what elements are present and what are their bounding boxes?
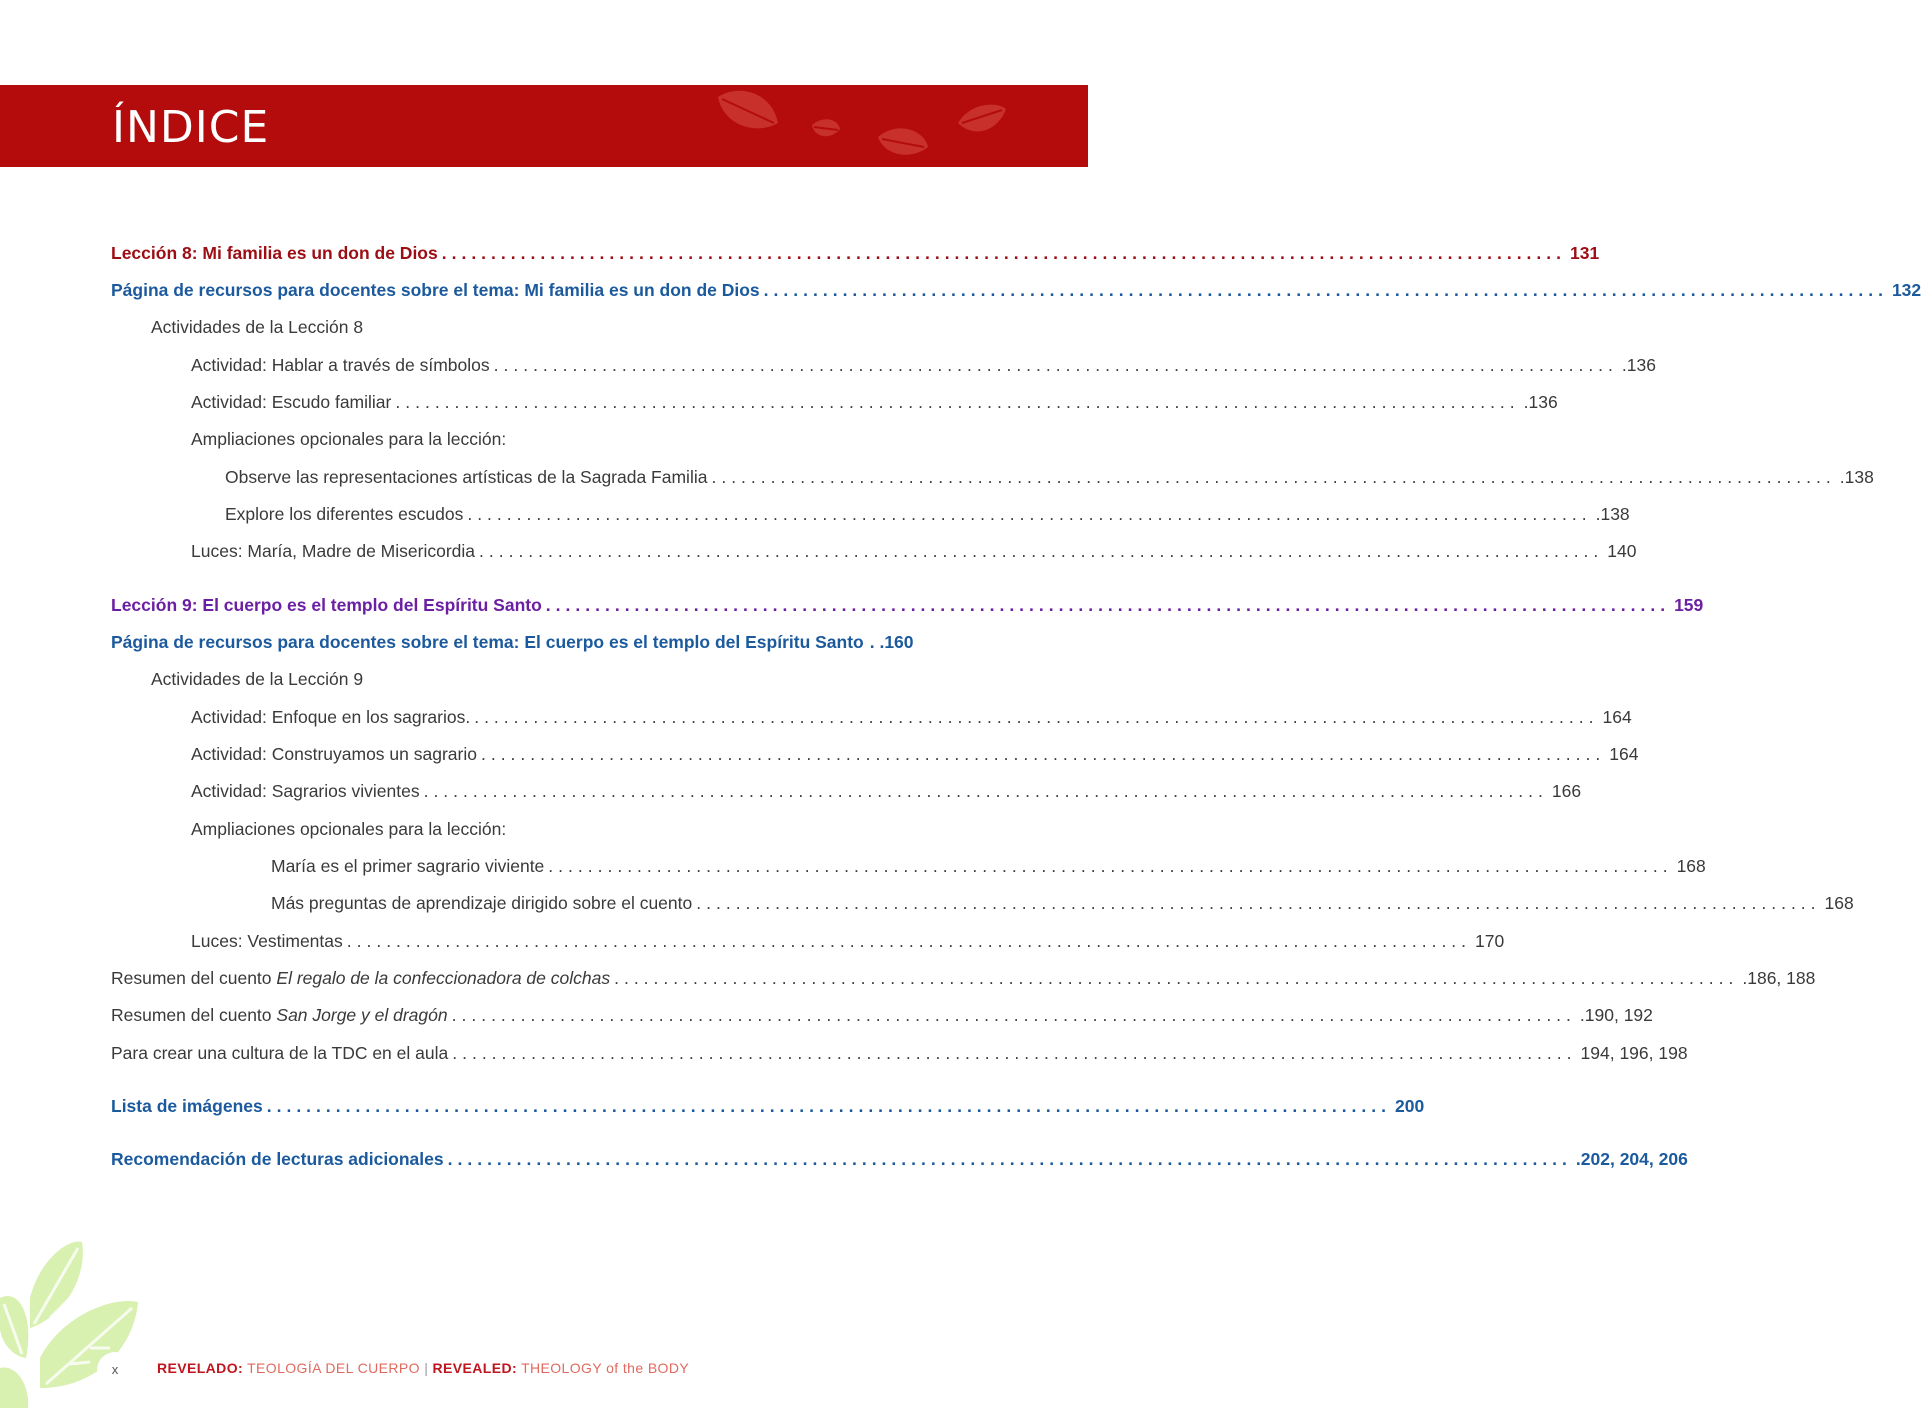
toc-section-heading: Actividades de la Lección 9 (151, 669, 364, 689)
toc-entry-title: Actividad: Escudo familiar (191, 392, 392, 412)
toc-entry-title: Actividad: Enfoque en los sagrarios. (191, 707, 471, 727)
toc-entry-title: Observe las representaciones artísticas de la Sagrada Familia (225, 467, 708, 487)
toc-entry-luces[interactable]: Luces: Vestimentas .................................................................................................................. 170 (191, 931, 1505, 951)
footer-brand-es: TEOLOGÍA DEL CUERPO (243, 1360, 425, 1376)
story-title: El regalo de la confeccionadora de colchas (276, 968, 611, 988)
toc-entry-page: 166 (1551, 781, 1582, 801)
toc-entry-activity[interactable]: Actividad: Sagrarios vivientes .................................................................................................................. 166 (191, 781, 1582, 801)
toc-entry-page: 159 (1674, 595, 1704, 615)
toc-entry-optional[interactable]: Más preguntas de aprendizaje dirigido sobre el cuento .................................................................................................................. 168 (271, 893, 1854, 913)
footer-separator: | (424, 1360, 429, 1376)
toc-entry-title: Actividad: Sagrarios vivientes (191, 781, 420, 801)
toc-entry-title: Actividad: Hablar a través de símbolos (191, 355, 490, 375)
story-title: San Jorge y el dragón (276, 1005, 448, 1025)
toc-entry-title: Más preguntas de aprendizaje dirigido sobre el cuento (271, 893, 693, 913)
toc-entry-page: 168 (1824, 893, 1854, 913)
toc-entry-activity[interactable]: Actividad: Construyamos un sagrario .................................................................................................................. 164 (191, 744, 1639, 764)
toc-entry-optional[interactable]: Explore los diferentes escudos .................................................................................................................. .138 (225, 504, 1630, 524)
leaf-icon (878, 128, 928, 154)
toc-entry-title: Resumen del cuento (111, 968, 277, 988)
toc-entry-title: Página de recursos para docentes sobre el tema: Mi familia es un don de Dios (111, 280, 760, 300)
toc-entry-image-list[interactable]: Lista de imágenes .................................................................................................................. 200 (111, 1096, 1425, 1116)
toc-entry-optional[interactable]: Observe las representaciones artísticas de la Sagrada Familia .................................................................................................................. .138 (225, 467, 1874, 487)
toc-entry-title: Lección 8: Mi familia es un don de Dios (111, 243, 438, 263)
toc-entry-title: Para crear una cultura de la TDC en el aula (111, 1043, 449, 1063)
toc-entry-activity[interactable]: Actividad: Escudo familiar .................................................................................................................. .136 (191, 392, 1558, 412)
toc-entry-title: Lista de imágenes (111, 1096, 263, 1116)
leaf-icon (958, 105, 1006, 132)
page-title: ÍNDICE (112, 102, 270, 153)
toc-entry-culture[interactable]: Para crear una cultura de la TDC en el aula .................................................................................................................. 194, 196, 198 (111, 1043, 1688, 1063)
toc-section-heading: Actividades de la Lección 8 (151, 317, 364, 337)
toc-entry-page: 200 (1395, 1096, 1425, 1116)
toc-entry-page: 194, 196, 198 (1580, 1043, 1688, 1063)
toc-entry-story-summary[interactable]: Resumen del cuento El regalo de la confeccionadora de colchas .................................................................................................................. .186, 188 (111, 968, 1816, 988)
toc-entry-title: Lección 9: El cuerpo es el templo del Espíritu Santo (111, 595, 542, 615)
toc-entry-additional-reading[interactable]: Recomendación de lecturas adicionales .................................................................................................................. .202, 204, 206 (111, 1149, 1688, 1169)
toc-entry-page: 131 (1570, 243, 1600, 263)
toc-entry-story-summary[interactable]: Resumen del cuento San Jorge y el dragón .................................................................................................................. .190, 192 (111, 1005, 1653, 1025)
toc-entry-title: Luces: Vestimentas (191, 931, 343, 951)
toc-entry-page: .136 (1523, 392, 1558, 412)
toc-entry-page: 164 (1602, 707, 1632, 727)
toc-entry-lesson-8-resources[interactable]: Página de recursos para docentes sobre el tema: Mi familia es un don de Dios .................................................................................................................. 132 (111, 280, 1921, 300)
toc-entry-page: 140 (1607, 541, 1637, 561)
toc-entry-activity[interactable]: Actividad: Hablar a través de símbolos .................................................................................................................. .136 (191, 355, 1656, 375)
footer-brand-en: THEOLOGY of the BODY (517, 1360, 690, 1376)
toc-entry-lesson-9-resources[interactable] (111, 630, 975, 654)
toc-entry-activity[interactable]: Actividad: Enfoque en los sagrarios. .................................................................................................................. 164 (191, 707, 1632, 727)
toc-entry-title: Página de recursos para docentes sobre el tema: El cuerpo es el templo del Espíritu Santo (111, 632, 864, 652)
toc-entry-page: .190, 192 (1579, 1005, 1653, 1025)
toc-entry-page: 132 (1891, 280, 1921, 300)
toc-entry-page: .138 (1595, 504, 1630, 524)
toc-entry-title: Resumen del cuento (111, 1005, 277, 1025)
toc-entry-luces[interactable]: Luces: María, Madre de Misericordia .................................................................................................................. 140 (191, 541, 1637, 561)
leaf-icon (718, 91, 778, 129)
toc-entry-title: Explore los diferentes escudos (225, 504, 464, 524)
toc-section-heading: Ampliaciones opcionales para la lección: (191, 819, 507, 839)
footer-brand (157, 1360, 689, 1376)
toc-entry-title: Actividad: Construyamos un sagrario (191, 744, 477, 764)
leaf-decoration-icons (700, 85, 1030, 167)
toc-entry-title: Recomendación de lecturas adicionales (111, 1149, 444, 1169)
toc-entry-page: .202, 204, 206 (1575, 1149, 1688, 1169)
toc-entry-optional[interactable]: María es el primer sagrario viviente .................................................................................................................. 168 (271, 856, 1706, 876)
toc-entry-page: .186, 188 (1742, 968, 1816, 988)
toc-entry-title: Luces: María, Madre de Misericordia (191, 541, 475, 561)
toc-entry-page: .136 (1621, 355, 1656, 375)
toc-entry-page: 170 (1475, 931, 1505, 951)
toc-section-heading: Ampliaciones opcionales para la lección: (191, 429, 507, 449)
page-number: x (97, 1352, 133, 1388)
toc-entry-page: .138 (1839, 467, 1874, 487)
toc-entry-page: 164 (1609, 744, 1639, 764)
toc-entry-lesson-8[interactable]: Lección 8: Mi familia es un don de Dios .................................................................................................................. 131 (111, 243, 1600, 263)
toc-entry-page: 168 (1676, 856, 1706, 876)
toc-entry-lesson-9[interactable]: Lección 9: El cuerpo es el templo del Espíritu Santo .................................................................................................................. 159 (111, 595, 1704, 615)
footer-brand-es-bold: REVELADO: (157, 1360, 244, 1376)
toc-entry-title: María es el primer sagrario viviente (271, 856, 545, 876)
toc-entry-page: . .160 (869, 632, 914, 652)
footer-brand-en-bold: REVEALED: (428, 1360, 518, 1376)
